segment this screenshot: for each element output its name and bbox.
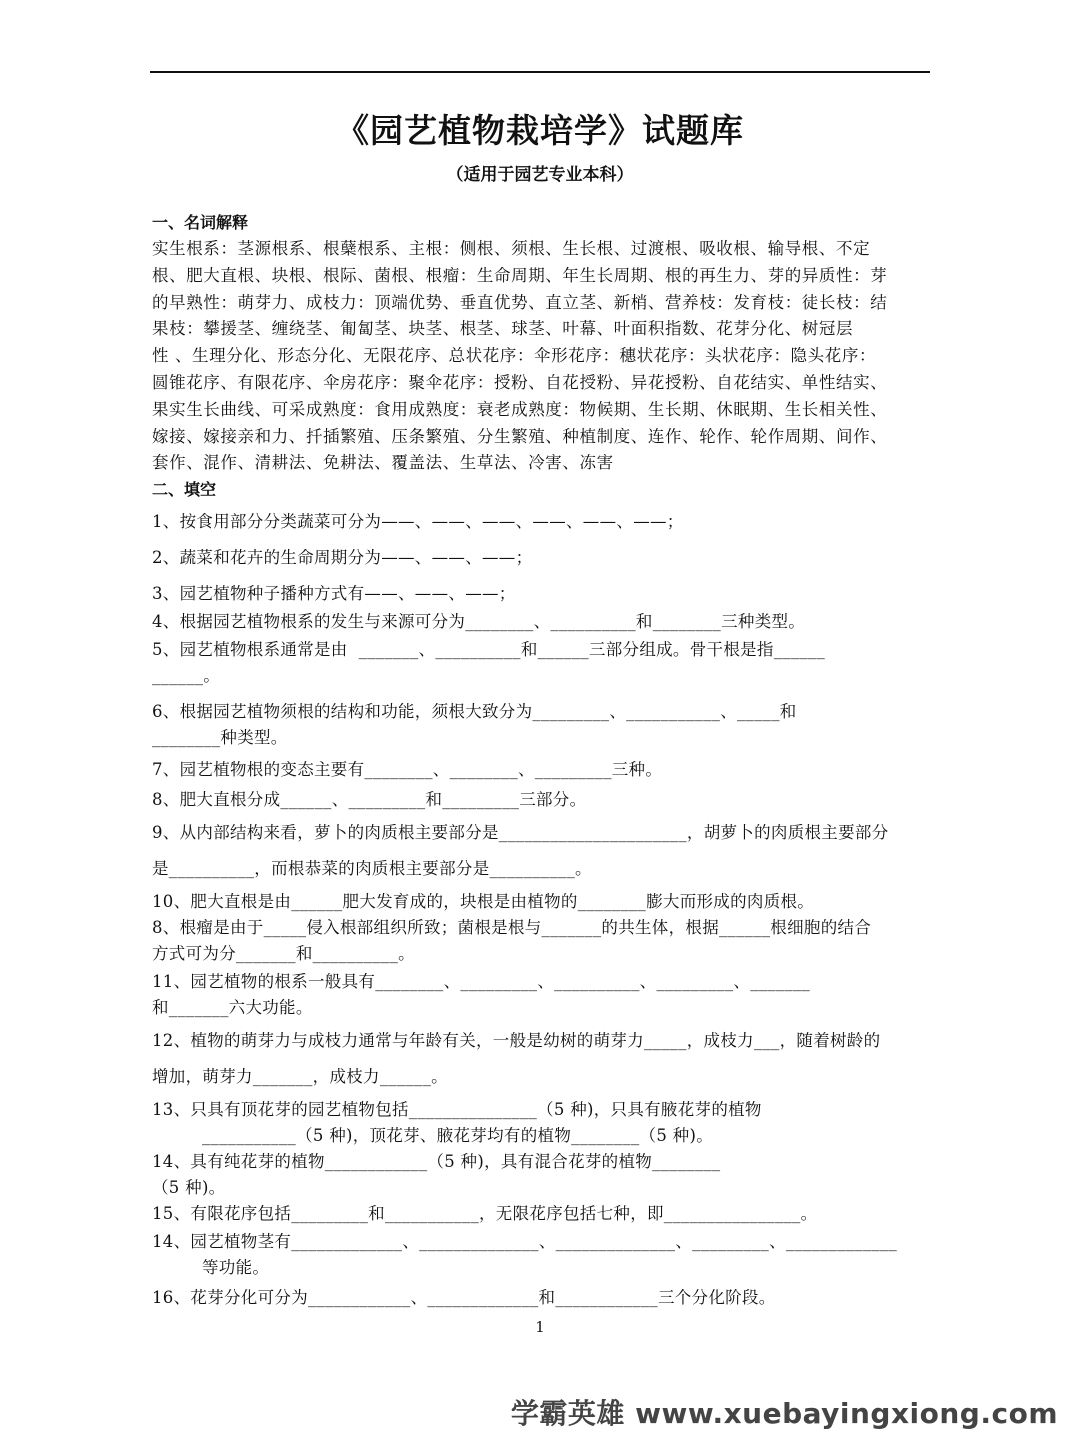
section-heading-definitions: 一、名词解释: [152, 213, 249, 232]
definitions-line: 根、肥大直根、块根、根际、菌根、根瘤：生命周期、年生长周期、根的再生力、芽的异质性：芽: [152, 265, 888, 285]
definitions-line: 果枝：攀援茎、缠绕茎、匍匐茎、块茎、根茎、球茎、叶幕、叶面积指数、花芽分化、树冠层: [152, 319, 854, 339]
question-2: 2、蔬菜和花卉的生命周期分为——、——、——；: [152, 548, 533, 568]
header-rule: [150, 71, 930, 73]
question-13-line-2: ___________（5 种)，顶花芽、腋花芽均有的植物________（5 种)。: [202, 1126, 714, 1146]
question-1: 1、按食用部分分类蔬菜可分为——、——、——、——、——、——；: [152, 512, 684, 532]
question-4: 4、根据园艺植物根系的发生与来源可分为________、__________和________三种类型。: [152, 612, 806, 632]
question-14-line-1: 14、具有纯花芽的植物____________（5 种)，具有混合花芽的植物________: [152, 1152, 721, 1172]
question-5-line-2: ______。: [152, 666, 221, 686]
question-3: 3、园艺植物种子播种方式有——、——、——；: [152, 584, 516, 604]
question-14c-line-2: 等功能。: [202, 1258, 270, 1278]
question-16: 16、花芽分化可分为____________、_____________和____________三个分化阶段。: [152, 1288, 776, 1308]
question-8: 8、肥大直根分成______、_________和_________三部分。: [152, 790, 587, 810]
question-9-line-2: 是__________，而根恭菜的肉质根主要部分是__________。: [152, 859, 592, 879]
definitions-line: 套作、混作、清耕法、免耕法、覆盖法、生草法、冷害、冻害: [152, 453, 614, 473]
question-6-line-1: 6、根据园艺植物须根的结构和功能，须根大致分为_________、___________、_____和: [152, 702, 797, 722]
site-watermark: 学霸英雄 www.xuebayingxiong.com: [510, 1397, 1058, 1430]
definitions-line: 性 、生理分化、形态分化、无限花序、总状花序：伞形花序：穗状花序：头状花序：隐头花序：: [152, 346, 877, 366]
question-10: 10、肥大直根是由______肥大发育成的，块根是由植物的________膨大而形成的肉质根。: [152, 892, 815, 912]
definitions-line: 实生根系：茎源根系、根蘖根系、主根：侧根、须根、生长根、过渡根、吸收根、输导根、不定: [152, 239, 871, 258]
question-9-line-1: 9、从内部结构来看，萝卜的肉质根主要部分是______________________，胡萝卜的肉质根主要部分: [152, 823, 889, 843]
question-5-line-1: 5、园艺植物根系通常是由 _______、__________和______三部分组成。骨干根是指______: [152, 640, 826, 660]
definitions-paragraph: [152, 236, 932, 477]
question-14c-line-1: 14、园艺植物茎有_____________、______________、______________、_________、_____________: [152, 1232, 898, 1252]
page-title: 《园艺植物栽培学》试题库: [336, 111, 744, 150]
question-8b-line-1: 8、根瘤是由于_____侵入根部组织所致；菌根是根与_______的共生体，根据______根细胞的结合: [152, 918, 872, 938]
definitions-line: 嫁接、嫁接亲和力、扦插繁殖、压条繁殖、分生繁殖、种植制度、连作、轮作、轮作周期、间作、: [152, 426, 888, 446]
definitions-line: 的早熟性：萌芽力、成枝力：顶端优势、垂直优势、直立茎、新梢、营养枝：发育枝：徒长枝：结: [152, 292, 888, 312]
page-number: 1: [535, 1318, 545, 1336]
question-15: 15、有限花序包括_________和___________，无限花序包括七种，即________________。: [152, 1204, 818, 1224]
question-8b-line-2: 方式可为分_______和__________。: [152, 944, 415, 964]
question-11-line-2: 和_______六大功能。: [152, 998, 313, 1018]
definitions-line: 果实生长曲线、可采成熟度：食用成熟度：衰老成熟度：物候期、生长期、休眠期、生长相关性、: [152, 399, 888, 419]
question-6-line-2: ________种类型。: [152, 728, 288, 748]
section-heading-fill-blank: 二、填空: [152, 480, 217, 500]
question-14-line-2: （5 种)。: [152, 1178, 226, 1198]
question-11-line-1: 11、园艺植物的根系一般具有________、_________、__________、_________、_______: [152, 972, 811, 992]
question-7: 7、园艺植物根的变态主要有________、________、_________三种。: [152, 760, 663, 780]
definitions-line: 圆锥花序、有限花序、伞房花序：聚伞花序：授粉、自花授粉、异花授粉、自花结实、单性结实、: [152, 372, 888, 392]
question-13-line-1: 13、只具有顶花芽的园艺植物包括_______________（5 种)，只具有腋花芽的植物: [152, 1100, 762, 1120]
question-12-line-2: 增加，萌芽力_______，成枝力______。: [152, 1067, 448, 1087]
page-subtitle: （适用于园艺专业本科）: [446, 165, 634, 185]
question-12-line-1: 12、植物的萌芽力与成枝力通常与年龄有关，一般是幼树的萌芽力_____，成枝力___，随着树龄的: [152, 1031, 881, 1051]
document-body: [152, 210, 932, 1311]
